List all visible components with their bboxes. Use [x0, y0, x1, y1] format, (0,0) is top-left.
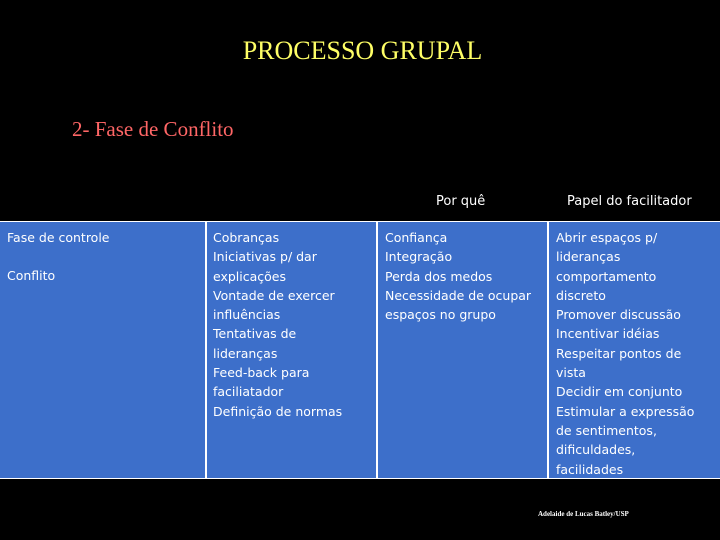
column-header-papel-do-facilitador: Papel do facilitador — [567, 194, 692, 209]
column-papel-do-facilitador — [556, 228, 694, 479]
characteristic-line: Cobranças — [213, 230, 280, 245]
facilitator-line: lideranças — [556, 249, 621, 265]
facilitator-line: Estimular a expressão — [556, 403, 695, 419]
phase-item: Fase de controle — [7, 230, 110, 245]
reason-line: Integração — [385, 249, 453, 265]
facilitator-line: discreto — [556, 287, 606, 303]
reason-line: Perda dos medos — [385, 268, 493, 284]
facilitator-line: facilidades — [556, 461, 624, 477]
facilitator-line: Decidir em conjunto — [556, 384, 683, 400]
column-phase — [7, 228, 110, 286]
column-header-por-que: Por quê — [436, 194, 486, 209]
characteristic-line: Definição de normas — [213, 403, 343, 419]
characteristic-line: faciliatador — [213, 384, 284, 400]
characteristic-line: explicações — [213, 268, 287, 284]
author-credit: Adelaide de Lucas Batley/USP — [538, 510, 629, 518]
facilitator-line: comportamento — [556, 268, 657, 284]
characteristic-line: Feed-back para — [213, 365, 310, 381]
column-characteristics — [213, 228, 342, 421]
column-divider — [205, 222, 207, 478]
slide-title: PROCESSO GRUPAL — [242, 36, 483, 65]
reason-line: espaços no grupo — [385, 307, 496, 323]
facilitator-line: Incentivar idéias — [556, 326, 660, 342]
facilitator-line: Respeitar pontos de — [556, 345, 682, 361]
facilitator-line: vista — [556, 365, 586, 381]
column-divider — [547, 222, 549, 478]
slide-subtitle: 2- Fase de Conflito — [72, 117, 234, 141]
reason-line: Confiança — [385, 230, 448, 245]
column-por-que — [385, 228, 531, 324]
facilitator-line: Abrir espaços p/ — [556, 230, 658, 245]
facilitator-line: de sentimentos, — [556, 422, 657, 438]
facilitator-line: dificuldades, — [556, 442, 636, 458]
characteristic-line: Iniciativas p/ dar — [213, 249, 317, 265]
phase-item: Conflito — [7, 268, 56, 284]
characteristic-line: Vontade de exercer — [213, 287, 335, 303]
characteristic-line: lideranças — [213, 345, 278, 361]
column-divider — [376, 222, 378, 478]
content-table — [0, 221, 720, 479]
characteristic-line: Tentativas de — [213, 326, 297, 342]
characteristic-line: influências — [213, 307, 281, 323]
reason-line: Necessidade de ocupar — [385, 287, 532, 303]
facilitator-line: Promover discussão — [556, 307, 681, 323]
